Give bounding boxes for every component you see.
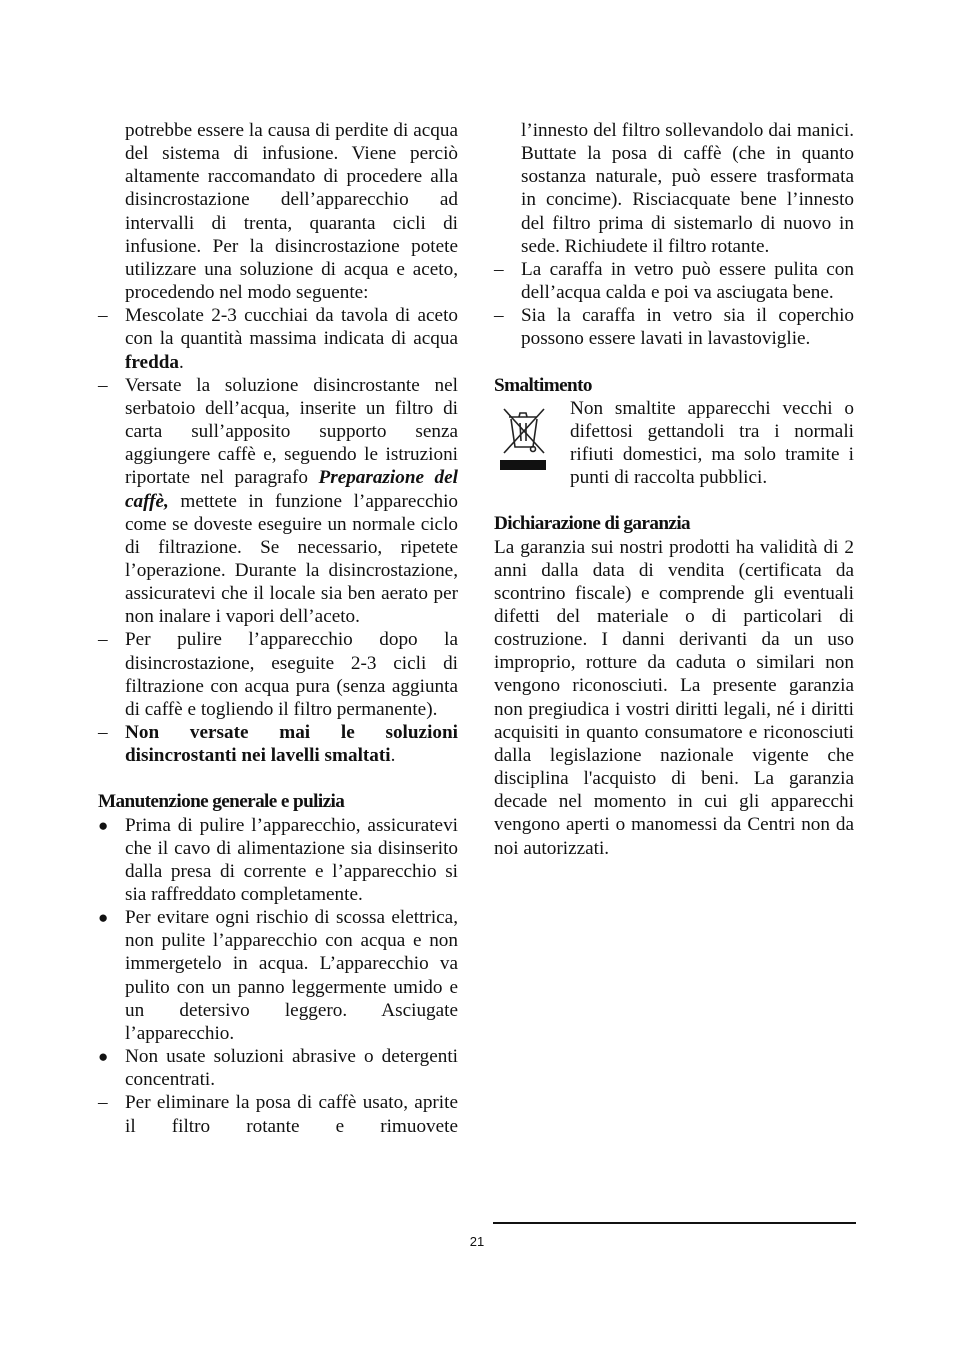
warranty-heading: Dichiarazione di garanzia xyxy=(494,513,691,535)
carafe-step xyxy=(494,258,854,304)
warning-end: . xyxy=(390,745,396,767)
maintenance-bullet-1 xyxy=(98,814,458,907)
step-2-text: Versate la soluzione disincrostante nel serbatoio dell’acqua, inserite un filtro di carta sull’apposito supporto senza aggiungere caffè e, seguendo le istruzioni riportate nel paragrafo xyxy=(125,374,458,489)
dash-marker xyxy=(98,628,118,651)
bullet-marker xyxy=(98,1045,118,1068)
maintenance-heading: Manutenzione generale e pulizia xyxy=(98,791,345,813)
dash-marker xyxy=(98,304,118,327)
disposal-text: Non smaltite apparecchi vecchi o difettosi gettandoli tra i normali rifiuti domestici, ma solo tramite i punti di raccolta pubblici. xyxy=(570,397,854,489)
step-1-end: . xyxy=(179,351,184,373)
step-1-bold: fredda xyxy=(125,351,180,373)
footer-rule xyxy=(493,1222,856,1224)
dash-marker xyxy=(98,721,118,744)
bullet-3-text: Non usate soluzioni abrasive o detergenti concentrati. xyxy=(125,1046,458,1091)
bullet-2-text: Per evitare ogni rischio di scossa elettrica, non pulite l’apparecchio con acqua e non immergetelo in acqua. L’apparecchio va pulito con un panno leggermente umido e un detersivo leggero. Asciugate l’apparecchio. xyxy=(125,907,458,1044)
dash-marker xyxy=(494,304,514,327)
dash-marker xyxy=(494,258,514,281)
left-column xyxy=(98,119,458,1138)
page-number: 21 xyxy=(469,1234,485,1249)
descaling-step-1 xyxy=(98,304,458,373)
warranty-text: La garanzia sui nostri prodotti ha validità di 2 anni dalla data di vendita (certificata da scontrino fiscale) e comprende gli eventuali difetti del materiale o di particolari di costruzione. I danni derivanti da un uso improprio, rotture da caduta o similari non vengono riconosciuti. La presente garanzia non pregiudica i vostri diritti legali, né i diritti acquisiti in quanto consumatore e riconosciuti dalla legislazione nazionale vigente che disciplina l'acquisto di beni. La garanzia decade nel momento in cui gli apparecchi vengono aperti o manomessi da Centri non da noi autorizzati. xyxy=(494,536,854,859)
coffee-step-text: Per eliminare la posa di caffè usato, aprite il filtro rotante e rimuovete xyxy=(125,1092,458,1137)
disposal-section xyxy=(494,397,854,490)
descaling-warning xyxy=(98,721,458,767)
bullet-marker xyxy=(98,814,118,837)
step-2-text-after: mettete in funzione l’apparecchio come se doveste eseguire un normale ciclo di filtrazione. Se necessario, ripetete l’operazione. Durante la disincrostazione, assicuratevi che il locale sia ben aerato per non inalare i vapori dell’aceto. xyxy=(125,490,458,628)
descaling-step-2 xyxy=(98,374,458,629)
warning-bold: Non versate mai le soluzioni disincrostanti nei lavelli smaltati xyxy=(125,722,458,767)
bullet-1-text: Prima di pulire l’apparecchio, assicuratevi che il cavo di alimentazione sia disinserito dalla presa di corrente e l’apparecchio si sia raffreddato completamente. xyxy=(125,814,458,905)
disposal-heading: Smaltimento xyxy=(494,374,592,396)
filter-continuation: l’innesto del filtro sollevandolo dai manici. Buttate la posa di caffè (che in quanto sostanza naturale, può essere trasformata in concime). Risciacquate bene l’innesto del filtro prima di sistemarlo di nuovo in sede. Richiudete il filtro rotante. xyxy=(521,120,854,257)
step-3-text: Per pulire l’apparecchio dopo la disincrostazione, eseguite 2-3 cicli di filtrazione con acqua pura (senza aggiunta di caffè e togliendo il filtro permanente). xyxy=(125,629,458,720)
crossed-out-wheelie-bin-icon xyxy=(500,403,550,473)
maintenance-bullet-2 xyxy=(98,906,458,1045)
descaling-step-3 xyxy=(98,628,458,721)
bullet-marker xyxy=(98,906,118,929)
dash-marker xyxy=(98,374,118,397)
step-2-reference: Preparazione del caffè, xyxy=(125,467,458,512)
step-1-text: Mescolate 2-3 cucchiai da tavola di aceto con la quantità massima indicata di acqua xyxy=(125,305,458,350)
maintenance-bullet-3 xyxy=(98,1045,458,1091)
dishwasher-step xyxy=(494,304,854,350)
carafe-step-text: La caraffa in vetro può essere pulita con dell’acqua calda e poi va asciugata bene. xyxy=(521,258,854,304)
right-column xyxy=(494,119,854,860)
descaling-intro: potrebbe essere la causa di perdite di acqua del sistema di infusione. Viene perciò altamente raccomandato di procedere alla disincrostazione dell’apparecchio ad intervalli di trenta, quaranta cicli di infusione. Per la disincrostazione potete utilizzare una soluzione di acqua e aceto, procedendo nel modo seguente: xyxy=(125,120,458,304)
maintenance-step-coffee xyxy=(98,1091,458,1137)
dash-marker xyxy=(98,1091,118,1114)
dishwasher-step-text: Sia la caraffa in vetro sia il coperchio possono essere lavati in lavastoviglie. xyxy=(521,305,854,350)
